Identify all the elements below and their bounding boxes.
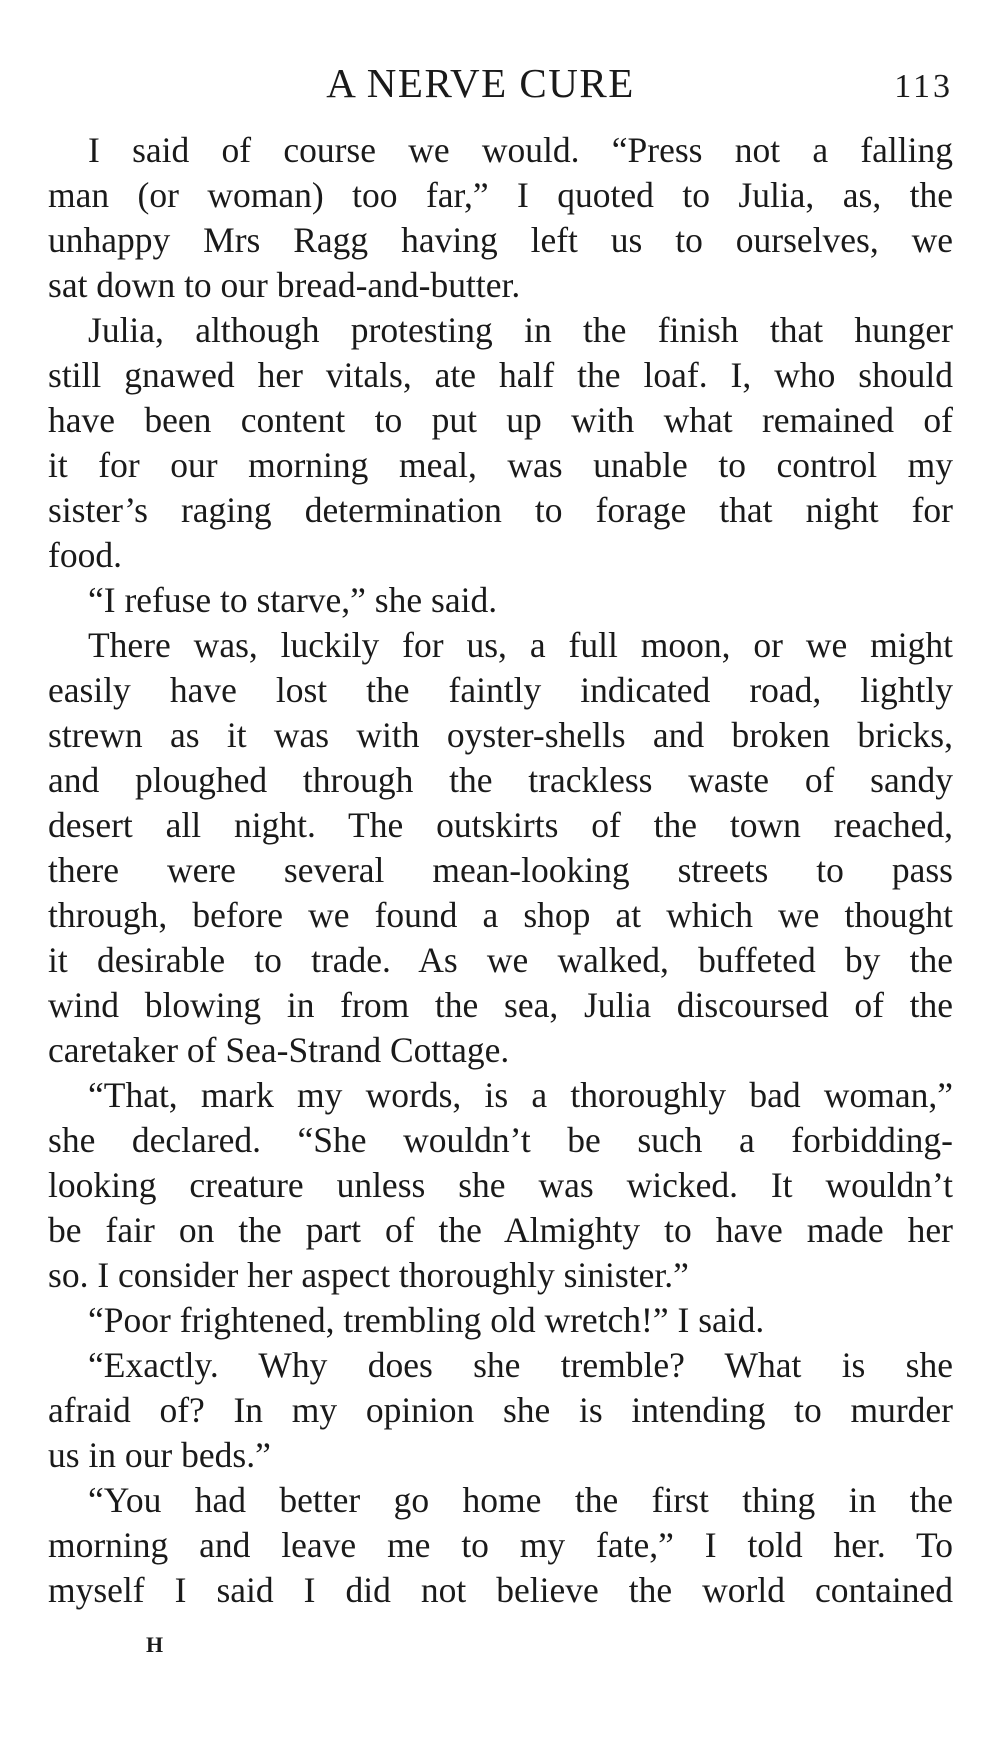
text-line: caretaker of Sea-Strand Cottage. xyxy=(48,1030,510,1070)
body-text xyxy=(48,128,953,1613)
running-head xyxy=(48,58,953,108)
text-line: I said of course we would. “Press not a falling xyxy=(88,130,953,170)
text-line: so. I consider her aspect thoroughly sinister.” xyxy=(48,1255,689,1295)
text-line: have been content to put up with what remained of xyxy=(48,400,953,440)
text-line: looking creature unless she was wicked. It wouldn’t xyxy=(48,1165,953,1205)
text-line: man (or woman) too far,” I quoted to Julia, as, the xyxy=(48,175,953,215)
signature-mark: H xyxy=(146,1632,165,1657)
text-line: and ploughed through the trackless waste of sandy xyxy=(48,760,953,800)
text-line: us in our beds.” xyxy=(48,1435,271,1475)
text-line: morning and leave me to my fate,” I told her. To xyxy=(48,1525,953,1565)
text-line: “I refuse to starve,” she said. xyxy=(88,580,498,620)
text-line: unhappy Mrs Ragg having left us to ourselves, we xyxy=(48,220,953,260)
text-line: Julia, although protesting in the finish that hunger xyxy=(88,310,953,350)
text-line: there were several mean-looking streets to pass xyxy=(48,850,953,890)
text-line: afraid of? In my opinion she is intending to murder xyxy=(48,1390,953,1430)
text-line: still gnawed her vitals, ate half the loaf. I, who should xyxy=(48,355,953,395)
text-line: “You had better go home the first thing in the xyxy=(88,1480,953,1520)
text-line: she declared. “She wouldn’t be such a forbidding- xyxy=(48,1120,953,1160)
text-line: sat down to our bread-and-butter. xyxy=(48,265,521,305)
text-line: it desirable to trade. As we walked, buffeted by the xyxy=(48,940,953,980)
text-line: strewn as it was with oyster-shells and broken bricks, xyxy=(48,715,953,755)
text-line: There was, luckily for us, a full moon, or we might xyxy=(88,625,953,665)
text-line: wind blowing in from the sea, Julia discoursed of the xyxy=(48,985,953,1025)
text-line: sister’s raging determination to forage that night for xyxy=(48,490,953,530)
running-title: A NERVE CURE xyxy=(326,60,635,106)
page-number: 113 xyxy=(894,68,953,105)
text-line: desert all night. The outskirts of the town reached, xyxy=(48,805,953,845)
text-line: easily have lost the faintly indicated road, lightly xyxy=(48,670,953,710)
text-line: be fair on the part of the Almighty to have made her xyxy=(48,1210,953,1250)
text-line: “Poor frightened, trembling old wretch!” I said. xyxy=(88,1300,765,1340)
text-line: “Exactly. Why does she tremble? What is she xyxy=(88,1345,953,1385)
text-line: it for our morning meal, was unable to control my xyxy=(48,445,953,485)
text-line: food. xyxy=(48,535,122,575)
text-line: myself I said I did not believe the world contained xyxy=(48,1570,953,1610)
text-line: “That, mark my words, is a thoroughly bad woman,” xyxy=(88,1075,953,1115)
text-line: through, before we found a shop at which we thought xyxy=(48,895,953,935)
